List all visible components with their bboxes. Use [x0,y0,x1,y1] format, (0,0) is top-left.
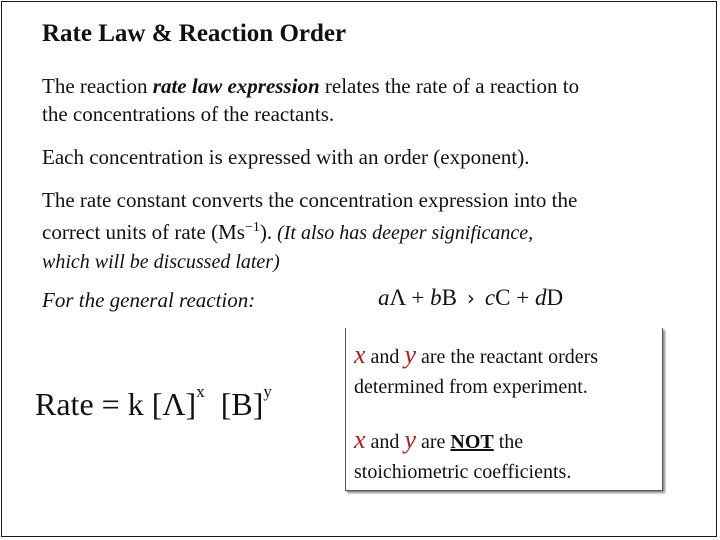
coef-b: b [430,285,442,310]
para1-emphasis: rate law expression [152,74,320,98]
para1-text-a: The reaction [42,74,153,98]
note-var-y-1: y [404,340,416,369]
para3-superscript: −1 [244,220,260,235]
para3-line3-italic: which will be discussed later) [42,251,280,273]
exponent-y: y [263,382,272,402]
para1-text-b: relates the rate of a reaction to [319,74,580,98]
note-line-2: determined from experiment. [354,376,588,398]
rate-law-equation [35,382,272,423]
note-var-y-2: y [404,425,416,454]
species-d: D [546,285,564,310]
species-a: Λ [389,285,406,310]
coef-d: d [534,285,547,310]
note-var-x-2: x [354,425,366,454]
para3-line2-plain: correct units of rate (Ms [42,220,245,244]
coef-c: c [484,285,496,310]
note-line-3 [354,425,523,455]
general-reaction-label: For the general reaction: [42,288,256,312]
paragraph-order: Each concentration is expressed with an order (exponent). [42,145,530,169]
note-and-1: and [365,346,405,368]
para3-line2-close: ). [259,220,273,244]
exponent-x: x [196,382,205,402]
rate-lhs: Rate = k [Λ] [35,386,197,422]
para3-line2-italic: (It also has deeper significance, [272,222,534,244]
paragraph-rate-constant [42,186,577,276]
reaction-arrow-icon: › [466,286,475,310]
note-are: are [415,431,451,453]
note-var-x-1: x [354,340,366,369]
note-line-1 [354,340,598,370]
para1-line2: the concentrations of the reactants. [42,102,335,126]
species-b: B [441,285,457,310]
paragraph-rate-law [42,72,579,128]
note-line1-rest: are the reactant orders [415,346,599,368]
note-line-4: stoichiometric coefficients. [354,461,572,483]
slide-title: Rate Law & Reaction Order [42,20,347,47]
species-c: C [495,285,511,310]
plus-1: + [405,285,431,310]
note-not-emphasis: NOT [450,431,494,453]
para3-line1: The rate constant converts the concentration expression into the [42,188,578,212]
coef-a: a [378,285,390,310]
general-reaction-equation [378,285,563,311]
plus-2: + [510,285,535,310]
note-and-2: and [365,431,405,453]
rate-b-term: [B] [204,386,264,422]
orders-note-box [345,328,663,491]
note-the: the [493,431,524,453]
